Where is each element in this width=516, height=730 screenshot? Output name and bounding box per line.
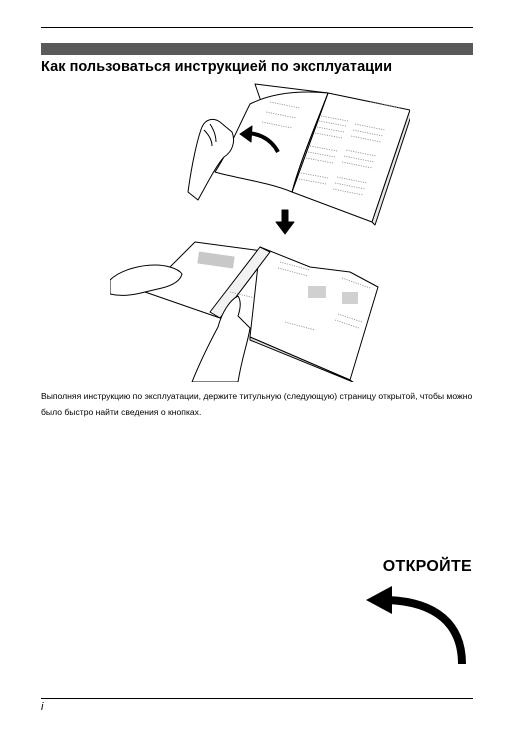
down-arrow-icon: [276, 210, 294, 234]
open-callout-label: ОТКРОЙТЕ: [382, 558, 472, 575]
section-header-bar: [41, 43, 473, 55]
open-book-top: [188, 84, 410, 225]
bottom-rule: [41, 698, 473, 699]
open-book-bottom: [110, 242, 378, 382]
instruction-paragraph: Выполняя инструкцию по эксплуатации, держите титульную (следующую) страницу открытой, чтобы можно было быстро найти сведения о кнопках.: [41, 391, 473, 417]
curved-arrow-icon: [366, 584, 472, 666]
top-rule: [41, 27, 473, 28]
page-number: i: [41, 701, 44, 713]
page-title: Как пользоваться инструкцией по эксплуатации: [41, 59, 393, 75]
manual-usage-illustration: [110, 82, 410, 382]
